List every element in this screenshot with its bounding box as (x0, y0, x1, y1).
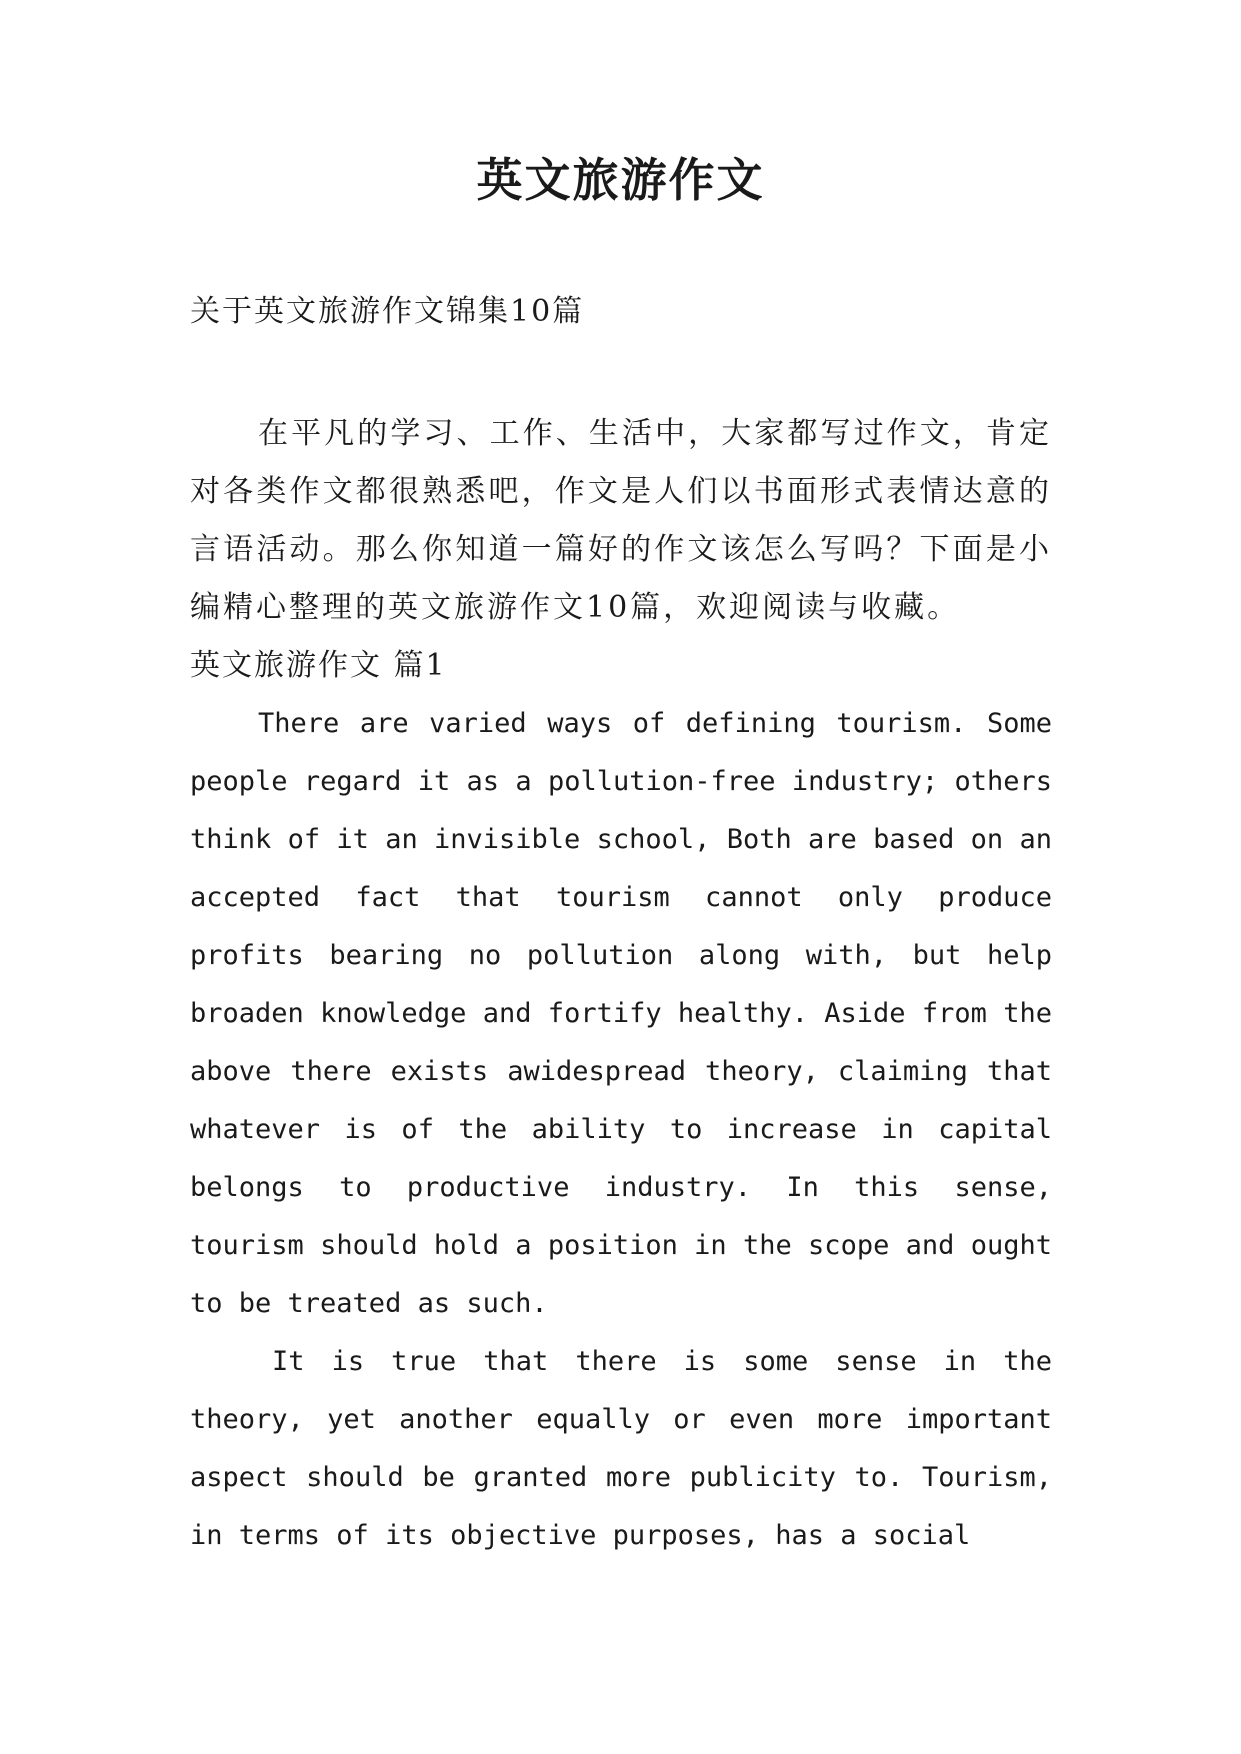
document-subtitle: 关于英文旅游作文锦集10篇 (190, 294, 585, 329)
document-title: 英文旅游作文 (476, 153, 765, 207)
intro-paragraph: 在平凡的学习、工作、生活中，大家都写过作文，肯定对各类作文都很熟悉吧，作文是人们以书面形式表情达意的言语活动。那么你知道一篇好的作文该怎么写吗？下面是小编精心整理的英文旅游作文10篇，欢迎阅读与收藏。 (190, 416, 1052, 625)
document-body (190, 405, 1052, 1565)
body-paragraph: There are varied ways of defining tourism. Some people regard it as a pollution-free industry; others think of it an invisible school, Both are based on an accepted fact that tourism cannot only produce profits bearing no pollution along with, but help broaden knowledge and fortify healthy. Aside from the above there exists awidespread theory, claiming that whatever is of the ability to increase in capital belongs to productive industry. In this sense, tourism should hold a position in the scope and ought to be treated as such. (190, 708, 1052, 1319)
section-heading: 英文旅游作文 篇1 (190, 648, 447, 683)
body-paragraph: It is true that there is some sense in the theory, yet another equally or even more important aspect should be granted more publicity to. Tourism, in terms of its objective purposes, has a social (190, 1346, 1052, 1551)
